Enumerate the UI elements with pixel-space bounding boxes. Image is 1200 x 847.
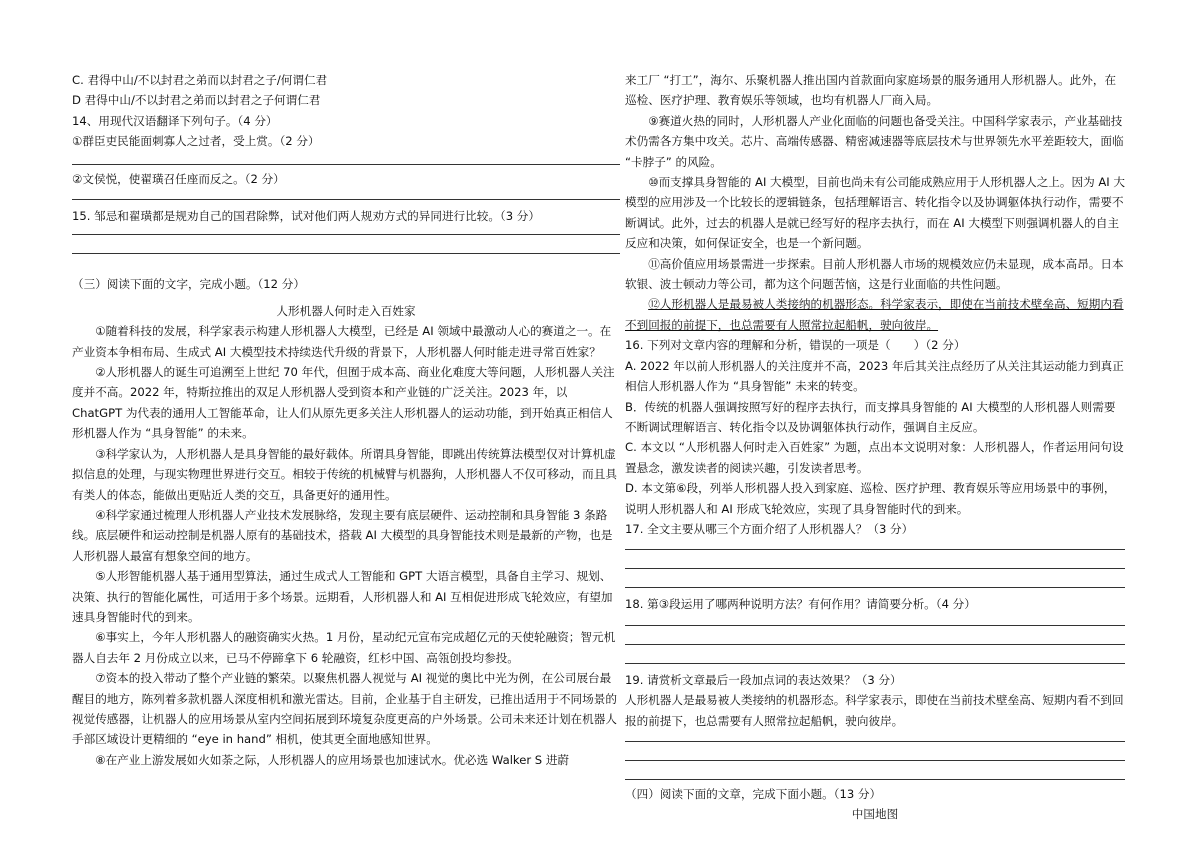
- paragraph-5: ⑤人形智能机器人基于通用型算法，通过生成式人工智能和 GPT 大语言模型，具备自主学习、规划、决策、执行的智能化属性，可适用于多个场景。远期看，人形机器人和 AI 互相促进形成飞轮效应，有望加速具身智能时代的到来。: [72, 569, 613, 624]
- paragraph-6: ⑥事实上，今年人形机器人的融资确实火热。1 月份，星动纪元宣布完成超亿元的天使轮融资；智元机器人自去年 2 月份成立以来，已马不停蹄拿下 6 轮融资，红杉中国、高瓴创投均参投。: [72, 630, 616, 665]
- paragraph-3: ③科学家认为，人形机器人是具身智能的最好载体。所谓具身智能，即跳出传统算法模型仅对计算机虚拟信息的处理，与现实物理世界进行交互。相较于传统的机械臂与机器狗，人形机器人不仅可移动，而且具有类人的体态，能做出更贴近人类的交互，具备更好的通用性。: [72, 446, 617, 502]
- answer-line: [625, 539, 1125, 550]
- question-16-option-b: B．传统的机器人强调按照写好的程序去执行，而支撑具身智能的 AI 大模型的人形机器人则需要不断调试理解语言、转化指令以及协调躯体执行动作，强调自主反应。: [625, 399, 1116, 434]
- section-3-heading: （三）阅读下面的文字，完成小题。（12 分）: [72, 277, 305, 292]
- right-column: [625, 70, 1125, 825]
- answer-line: [72, 226, 620, 235]
- paragraph-8: ⑧在产业上游发展如火如荼之际，人形机器人的应用场景也加速试水。优必选 Walker S 进蔚: [95, 752, 570, 767]
- paragraph-2: ②人形机器人的诞生可追溯至上世纪 70 年代，但囿于成本高、商业化难度大等问题，人形机器人关注度并不高。2022 年，特斯拉推出的双足人形机器人受到资本和产业链的广泛关注。2023 年，以 ChatGPT 为代表的通用人工智能革命，让人们从原先更多关注人形机器人的运动功能，到开始真正相信人形机器人作为 “具身智能” 的未来。: [72, 365, 615, 441]
- question-17: 17. 全文主要从哪三个方面介绍了人形机器人？（3 分）: [625, 521, 914, 536]
- question-15: 15. 邹忌和翟璜都是规劝自己的国君除弊，试对他们两人规劝方式的异同进行比较。（3 分）: [72, 209, 540, 224]
- paragraph-1: ①随着科技的发展，科学家表示构建人形机器人大模型，已经是 AI 领域中最激动人心的赛道之一。在产业资本争相布局、生成式 AI 大模型技术持续迭代升级的背景下，人形机器人何时能走进寻常百姓家？: [72, 324, 612, 359]
- answer-line: [625, 626, 1125, 645]
- answer-line: [72, 235, 620, 254]
- question-16: 16. 下列对文章内容的理解和分析，错误的一项是（ ）（2 分）: [625, 338, 966, 353]
- question-16-option-a: A. 2022 年以前人形机器人的关注度并不高，2023 年后其关注点经历了从关注其运动能力到真正相信人形机器人作为 “具身智能” 未来的转变。: [625, 358, 1124, 394]
- answer-line: [625, 615, 1125, 626]
- paragraph-11: ⑪高价值应用场景需进一步探索。目前人形机器人市场的规模效应仍未显现，成本高昂。日本软银、波士顿动力等公司，都为这个问题苦恼，这是行业面临的共性问题。: [625, 256, 1124, 292]
- question-14-1: ①群臣吏民能面刺寡人之过者，受上赏。（2 分）: [72, 134, 320, 149]
- answer-line: [625, 550, 1125, 569]
- paragraph-10: ⑩而支撑具身智能的 AI 大模型，目前也尚未有公司能成熟应用于人形机器人之上。因为 AI 大模型的应用涉及一个比较长的逻辑链条，包括理解语言、转化指令以及协调躯体执行动作，需要不断调试。此外，过去的机器人是就已经写好的程序去执行，而在 AI 大模型下则强调机器人的自主反应和决策，如何保证安全，也是一个新问题。: [625, 175, 1125, 251]
- paragraph-8-continued: 来工厂 “打工”，海尔、乐聚机器人推出国内首款面向家庭场景的服务通用人形机器人。此外，在巡检、医疗护理、教育娱乐等领域，也均有机器人厂商入局。: [625, 73, 1117, 108]
- article-title: 人形机器人何时走入百姓家: [276, 303, 416, 318]
- question-14-2: ②文侯悦，使翟璜召任座而反之。（2 分）: [72, 171, 285, 186]
- question-19: 19. 请赏析文章最后一段加点词的表达效果？（3 分）: [625, 672, 902, 687]
- question-19-quote: 人形机器人是最易被人类接纳的机器形态。科学家表示，即使在当前技术壁垒高、短期内看不到回报的前提下，也总需要有人照常拉起船帆，驶向彼岸。: [625, 693, 1124, 728]
- answer-line: [72, 189, 620, 200]
- section-4-title: 中国地图: [851, 807, 899, 822]
- left-column: [72, 70, 620, 770]
- question-18: 18. 第③段运用了哪两种说明方法？有何作用？请简要分析。（4 分）: [625, 597, 976, 612]
- paragraph-4: ④科学家通过梳理人形机器人产业技术发展脉络，发现主要有底层硬件、运动控制和具身智能 3 条路线。底层硬件和运动控制是机器人原有的基础技术，搭载 AI 大模型的具身智能技术则是最新的产物，也是人形机器人最富有想象空间的地方。: [72, 507, 613, 563]
- answer-line: [625, 569, 1125, 588]
- option-d: D 君得中山/不以封君之弟而以封君之子何谓仁君: [72, 93, 321, 108]
- answer-line: [625, 731, 1125, 742]
- question-16-option-d: D. 本文第⑥段，列举人形机器人投入到家庭、巡检、医疗护理、教育娱乐等应用场景中的事例，说明人形机器人和 AI 形成飞轮效应，实现了具身智能时代的到来。: [625, 481, 1116, 516]
- paragraph-7: ⑦资本的投入带动了整个产业链的繁荣。以聚焦机器人视觉与 AI 视觉的奥比中光为例，在公司展台最醒目的地方，陈列着多款机器人深度相机和激光雷达。目前，企业基于自主研发，已推出适用于不同场景的视觉传感器，让机器人的应用场景从室内空间拓展到环境复杂度更高的户外场景。公司未来还计划在机器人手部区域设计更精细的 “eye in hand” 相机，使其更全面地感知世界。: [72, 671, 617, 747]
- answer-line: [625, 645, 1125, 664]
- question-14: 14、用现代汉语翻译下列句子。（4 分）: [72, 113, 278, 128]
- answer-line: [625, 761, 1125, 780]
- section-4-heading: （四）阅读下面的文章，完成下面小题。（13 分）: [625, 786, 882, 801]
- option-c: C. 君得中山/不以封君之弟而以封君之子/何谓仁君: [72, 73, 328, 87]
- paragraph-12: ⑫人形机器人是最易被人类接纳的机器形态。科学家表示，即使在当前技术壁垒高、短期内看不到回报的前提下，也总需要有人照常拉起船帆，驶向彼岸。: [625, 297, 1124, 332]
- answer-line: [625, 742, 1125, 761]
- answer-line: [72, 152, 620, 165]
- question-16-option-c: C. 本文以 “人形机器人何时走入百姓家” 为题，点出本文说明对象：人形机器人，作者运用问句设置悬念，激发读者的阅读兴趣，引发读者思考。: [625, 440, 1124, 475]
- paragraph-9: ⑨赛道火热的同时，人形机器人产业化面临的问题也备受关注。中国科学家表示，产业基础技术仍需各方集中攻关。芯片、高端传感器、精密减速器等底层技术与世界领先水平差距较大，面临 “卡脖子” 的风险。: [625, 113, 1124, 169]
